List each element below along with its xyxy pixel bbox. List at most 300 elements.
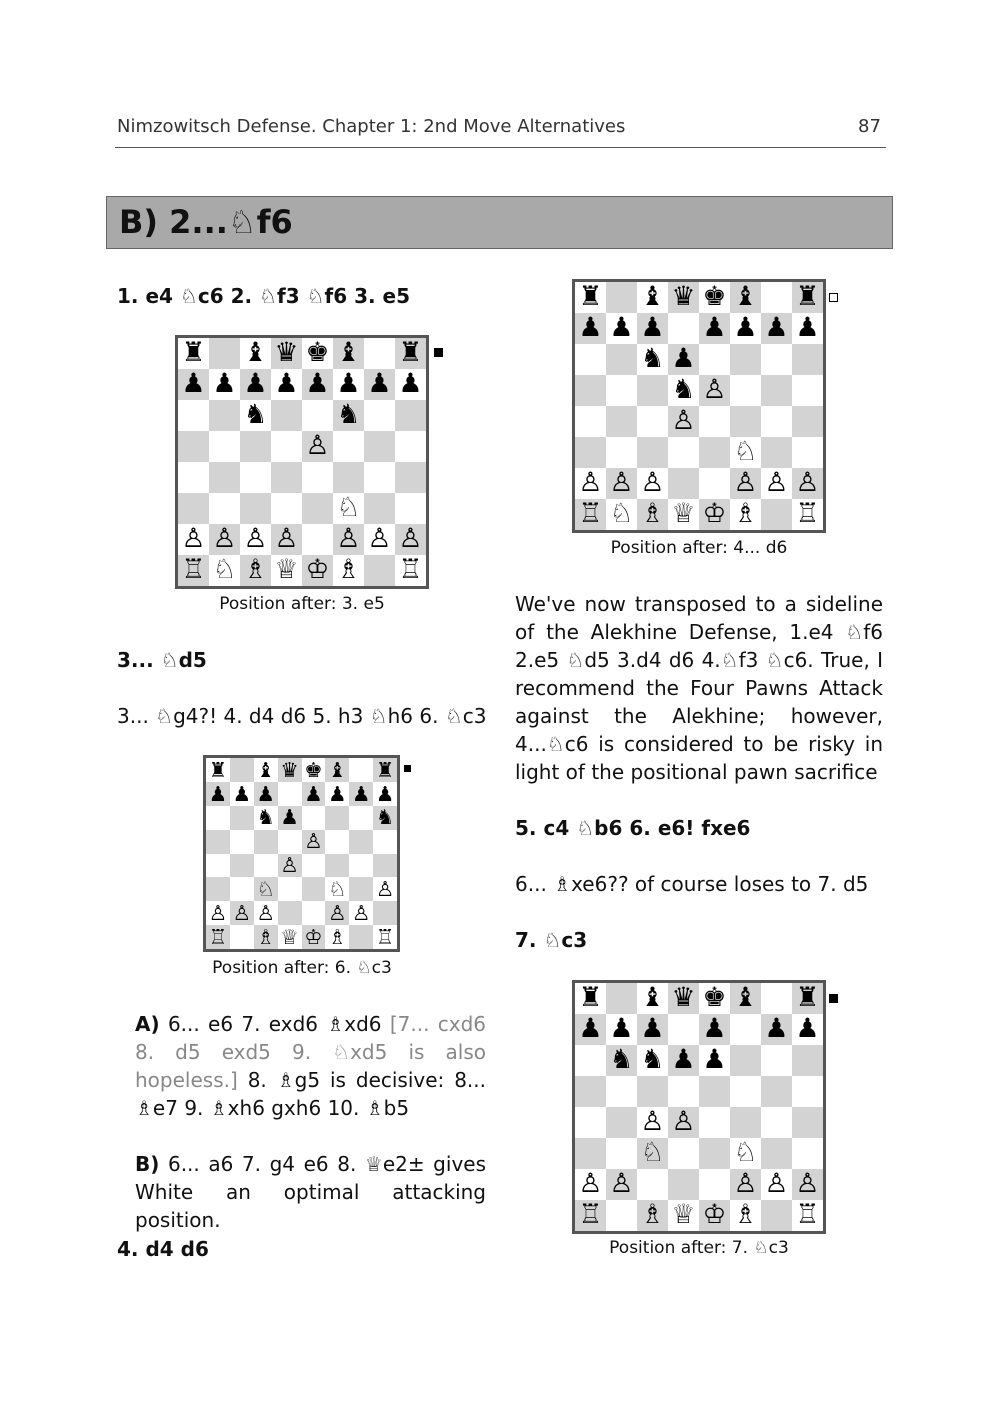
- white-pawn-icon: ♙: [699, 375, 730, 406]
- board-square: [364, 431, 395, 462]
- sideline-6-bxe6: 6... ♗xe6?? of course loses to 7. d5: [515, 872, 869, 896]
- white-queen-icon: ♕: [278, 925, 302, 949]
- white-king-icon: ♔: [699, 1200, 730, 1231]
- board-square: [575, 1076, 606, 1107]
- variation-b-text: 6... a6 7. g4 e6 8. ♕e2± gives White an optimal attacking position.: [135, 1152, 486, 1232]
- board-square: [240, 431, 271, 462]
- board-square: [575, 344, 606, 375]
- white-pawn-icon: ♙: [668, 406, 699, 437]
- board-square: [730, 1076, 761, 1107]
- board-rank: [575, 344, 823, 375]
- black-pawn-icon: ♟: [637, 1014, 668, 1045]
- board-square: [230, 877, 254, 901]
- black-pawn-icon: ♟: [254, 782, 278, 806]
- board-square: [325, 830, 349, 854]
- white-knight-icon: ♘: [730, 437, 761, 468]
- chess-diagram-2: [203, 755, 400, 952]
- black-pawn-icon: ♟: [395, 369, 426, 400]
- board-square: [575, 1107, 606, 1138]
- board-square: [761, 437, 792, 468]
- board-rank: [206, 925, 397, 949]
- board-square: [606, 983, 637, 1014]
- black-to-move-marker: [404, 765, 411, 772]
- white-pawn-icon: ♙: [606, 1169, 637, 1200]
- board-square: [699, 1169, 730, 1200]
- black-pawn-icon: ♟: [271, 369, 302, 400]
- white-rook-icon: ♖: [395, 555, 426, 586]
- board-square: [178, 493, 209, 524]
- board-square: [792, 1138, 823, 1169]
- board-square: [395, 400, 426, 431]
- board-square: [254, 830, 278, 854]
- board-square: [271, 431, 302, 462]
- white-pawn-icon: ♙: [730, 1169, 761, 1200]
- board-square: [575, 437, 606, 468]
- board-rank: [575, 282, 823, 313]
- black-pawn-icon: ♟: [302, 782, 326, 806]
- board-square: [575, 375, 606, 406]
- board-square: [230, 830, 254, 854]
- black-to-move-marker: [434, 348, 443, 357]
- board-square: [699, 1107, 730, 1138]
- black-rook-icon: ♜: [395, 338, 426, 369]
- diagram-caption-2: Position after: 6. ♘c3: [212, 958, 392, 978]
- board-square: [606, 1107, 637, 1138]
- board-square: [302, 901, 326, 925]
- board-square: [761, 282, 792, 313]
- board-square: [302, 877, 326, 901]
- diagram-caption-3: Position after: 4... d6: [610, 538, 788, 558]
- board-square: [325, 806, 349, 830]
- black-king-icon: ♚: [699, 282, 730, 313]
- white-knight-icon: ♘: [606, 499, 637, 530]
- board-square: [333, 462, 364, 493]
- chess-diagram-4: [572, 980, 826, 1234]
- black-rook-icon: ♜: [206, 758, 230, 782]
- board-square: [278, 877, 302, 901]
- white-knight-icon: ♘: [325, 877, 349, 901]
- white-pawn-icon: ♙: [761, 1169, 792, 1200]
- board-square: [668, 313, 699, 344]
- board-square: [240, 462, 271, 493]
- white-rook-icon: ♖: [373, 925, 397, 949]
- black-pawn-icon: ♟: [761, 1014, 792, 1045]
- board-square: [761, 344, 792, 375]
- black-knight-icon: ♞: [668, 375, 699, 406]
- board-square: [668, 1014, 699, 1045]
- board-square: [302, 462, 333, 493]
- white-bishop-icon: ♗: [333, 555, 364, 586]
- black-knight-icon: ♞: [373, 806, 397, 830]
- black-rook-icon: ♜: [178, 338, 209, 369]
- white-pawn-icon: ♙: [302, 830, 326, 854]
- board-square: [761, 1107, 792, 1138]
- board-square: [761, 1045, 792, 1076]
- board-rank: [575, 437, 823, 468]
- board-square: [373, 830, 397, 854]
- board-square: [364, 555, 395, 586]
- board-square: [606, 375, 637, 406]
- black-pawn-icon: ♟: [278, 806, 302, 830]
- board-square: [637, 437, 668, 468]
- board-square: [302, 524, 333, 555]
- board-square: [364, 493, 395, 524]
- black-bishop-icon: ♝: [637, 983, 668, 1014]
- board-square: [637, 406, 668, 437]
- white-pawn-icon: ♙: [333, 524, 364, 555]
- variation-a-text-1: 6... e6 7. exd6 ♗xd6: [159, 1012, 390, 1036]
- board-square: [699, 468, 730, 499]
- running-header-title: Nimzowitsch Defense. Chapter 1: 2nd Move Alternatives: [117, 116, 626, 137]
- black-pawn-icon: ♟: [178, 369, 209, 400]
- board-rank: [178, 524, 426, 555]
- white-rook-icon: ♖: [206, 925, 230, 949]
- black-pawn-icon: ♟: [699, 1045, 730, 1076]
- section-banner: [106, 196, 893, 249]
- black-pawn-icon: ♟: [761, 313, 792, 344]
- board-square: [373, 854, 397, 878]
- white-pawn-icon: ♙: [240, 524, 271, 555]
- black-knight-icon: ♞: [606, 1045, 637, 1076]
- board-square: [206, 854, 230, 878]
- board-square: [302, 493, 333, 524]
- white-pawn-icon: ♙: [792, 1169, 823, 1200]
- board-square: [699, 1076, 730, 1107]
- board-square: [302, 400, 333, 431]
- board-rank: [206, 854, 397, 878]
- board-square: [792, 437, 823, 468]
- board-square: [792, 344, 823, 375]
- black-knight-icon: ♞: [240, 400, 271, 431]
- board-square: [792, 375, 823, 406]
- black-pawn-icon: ♟: [606, 313, 637, 344]
- white-pawn-icon: ♙: [730, 468, 761, 499]
- main-move-7: 7. ♘c3: [515, 928, 588, 952]
- board-square: [209, 431, 240, 462]
- white-pawn-icon: ♙: [178, 524, 209, 555]
- black-pawn-icon: ♟: [240, 369, 271, 400]
- white-pawn-icon: ♙: [278, 854, 302, 878]
- board-square: [364, 400, 395, 431]
- board-square: [209, 338, 240, 369]
- board-square: [209, 493, 240, 524]
- black-king-icon: ♚: [699, 983, 730, 1014]
- board-square: [606, 1200, 637, 1231]
- board-square: [575, 1138, 606, 1169]
- board-square: [761, 1138, 792, 1169]
- white-rook-icon: ♖: [575, 1200, 606, 1231]
- board-square: [349, 806, 373, 830]
- board-rank: [178, 369, 426, 400]
- board-square: [209, 462, 240, 493]
- variation-a-text-2: 8. ♗g5 is decisive: 8... ♗e7 9. ♗xh6 gxh6 10. ♗b5: [135, 1068, 486, 1120]
- board-square: [395, 493, 426, 524]
- black-bishop-icon: ♝: [730, 983, 761, 1014]
- variation-a: [135, 1010, 486, 1122]
- board-rank: [206, 758, 397, 782]
- board-square: [333, 431, 364, 462]
- board-square: [206, 806, 230, 830]
- board-rank: [178, 555, 426, 586]
- black-pawn-icon: ♟: [364, 369, 395, 400]
- white-pawn-icon: ♙: [668, 1107, 699, 1138]
- board-rank: [206, 877, 397, 901]
- black-bishop-icon: ♝: [254, 758, 278, 782]
- black-rook-icon: ♜: [792, 282, 823, 313]
- board-square: [730, 406, 761, 437]
- black-knight-icon: ♞: [333, 400, 364, 431]
- white-rook-icon: ♖: [575, 499, 606, 530]
- black-pawn-icon: ♟: [792, 313, 823, 344]
- board-square: [637, 1169, 668, 1200]
- main-move-4: 4. d4 d6: [117, 1237, 209, 1261]
- white-king-icon: ♔: [302, 925, 326, 949]
- board-square: [254, 854, 278, 878]
- white-bishop-icon: ♗: [637, 1200, 668, 1231]
- board-square: [761, 983, 792, 1014]
- black-rook-icon: ♜: [792, 983, 823, 1014]
- board-square: [730, 344, 761, 375]
- black-knight-icon: ♞: [637, 1045, 668, 1076]
- board-square: [606, 344, 637, 375]
- board-square: [699, 406, 730, 437]
- board-square: [792, 1045, 823, 1076]
- black-pawn-icon: ♟: [349, 782, 373, 806]
- board-rank: [575, 468, 823, 499]
- board-square: [206, 830, 230, 854]
- white-queen-icon: ♕: [668, 499, 699, 530]
- board-square: [761, 375, 792, 406]
- white-pawn-icon: ♙: [637, 468, 668, 499]
- white-pawn-icon: ♙: [271, 524, 302, 555]
- board-rank: [206, 806, 397, 830]
- white-queen-icon: ♕: [271, 555, 302, 586]
- board-square: [761, 1076, 792, 1107]
- black-bishop-icon: ♝: [333, 338, 364, 369]
- board-square: [668, 1169, 699, 1200]
- board-square: [278, 901, 302, 925]
- board-square: [302, 806, 326, 830]
- black-rook-icon: ♜: [575, 983, 606, 1014]
- white-pawn-icon: ♙: [761, 468, 792, 499]
- board-square: [792, 1107, 823, 1138]
- board-square: [349, 830, 373, 854]
- board-square: [302, 854, 326, 878]
- board-rank: [575, 1107, 823, 1138]
- diagram-caption-1: Position after: 3. e5: [219, 594, 385, 614]
- white-pawn-icon: ♙: [230, 901, 254, 925]
- white-king-icon: ♔: [699, 499, 730, 530]
- board-square: [792, 1076, 823, 1107]
- board-square: [230, 806, 254, 830]
- white-pawn-icon: ♙: [206, 901, 230, 925]
- board-rank: [575, 375, 823, 406]
- board-square: [699, 1138, 730, 1169]
- board-square: [575, 406, 606, 437]
- board-rank: [575, 1014, 823, 1045]
- board-square: [206, 877, 230, 901]
- board-square: [325, 854, 349, 878]
- white-knight-icon: ♘: [637, 1138, 668, 1169]
- white-pawn-icon: ♙: [575, 1169, 606, 1200]
- board-rank: [178, 462, 426, 493]
- board-square: [668, 1138, 699, 1169]
- black-pawn-icon: ♟: [209, 369, 240, 400]
- black-pawn-icon: ♟: [606, 1014, 637, 1045]
- board-square: [761, 406, 792, 437]
- white-pawn-icon: ♙: [209, 524, 240, 555]
- board-square: [364, 462, 395, 493]
- white-knight-icon: ♘: [730, 1138, 761, 1169]
- white-bishop-icon: ♗: [240, 555, 271, 586]
- black-knight-icon: ♞: [254, 806, 278, 830]
- board-square: [395, 462, 426, 493]
- transposition-paragraph: We've now transposed to a sideline of the Alekhine Defense, 1.e4 ♘f6 2.e5 ♘d5 3.d4 d6 4.♘f3 ♘c6. True, I recommend the Four Pawns Attack against the Alekhine; however, 4...♘c6 is considered to be risky in light of the positional pawn sacrifice: [515, 592, 883, 784]
- black-pawn-icon: ♟: [668, 344, 699, 375]
- white-knight-icon: ♘: [333, 493, 364, 524]
- white-pawn-icon: ♙: [364, 524, 395, 555]
- board-square: [761, 1200, 792, 1231]
- board-square: [230, 925, 254, 949]
- black-rook-icon: ♜: [575, 282, 606, 313]
- white-king-icon: ♔: [302, 555, 333, 586]
- board-rank: [206, 830, 397, 854]
- white-knight-icon: ♘: [254, 877, 278, 901]
- white-pawn-icon: ♙: [792, 468, 823, 499]
- board-square: [271, 462, 302, 493]
- board-rank: [206, 901, 397, 925]
- board-square: [230, 854, 254, 878]
- black-pawn-icon: ♟: [637, 313, 668, 344]
- main-move-3: 3... ♘d5: [117, 648, 207, 672]
- black-bishop-icon: ♝: [730, 282, 761, 313]
- variation-a-comment: [7... cxd6 8. d5 exd5 9. ♘xd5 is also hopeless.]: [135, 1012, 486, 1092]
- board-rank: [575, 1200, 823, 1231]
- white-pawn-icon: ♙: [325, 901, 349, 925]
- black-bishop-icon: ♝: [637, 282, 668, 313]
- black-pawn-icon: ♟: [699, 1014, 730, 1045]
- black-pawn-icon: ♟: [730, 313, 761, 344]
- black-pawn-icon: ♟: [333, 369, 364, 400]
- board-square: [699, 437, 730, 468]
- board-square: [575, 1045, 606, 1076]
- black-pawn-icon: ♟: [699, 313, 730, 344]
- board-square: [373, 901, 397, 925]
- black-queen-icon: ♛: [668, 282, 699, 313]
- black-pawn-icon: ♟: [325, 782, 349, 806]
- board-square: [637, 1076, 668, 1107]
- page-number: 87: [858, 116, 881, 137]
- chess-diagram-1: [175, 335, 429, 589]
- white-pawn-icon: ♙: [637, 1107, 668, 1138]
- header-divider: [115, 147, 886, 148]
- board-square: [240, 493, 271, 524]
- board-square: [349, 925, 373, 949]
- board-square: [606, 282, 637, 313]
- black-pawn-icon: ♟: [792, 1014, 823, 1045]
- black-queen-icon: ♛: [271, 338, 302, 369]
- white-pawn-icon: ♙: [254, 901, 278, 925]
- board-rank: [575, 1169, 823, 1200]
- board-square: [730, 1107, 761, 1138]
- board-rank: [178, 493, 426, 524]
- black-king-icon: ♚: [302, 338, 333, 369]
- board-rank: [575, 1138, 823, 1169]
- board-square: [668, 437, 699, 468]
- white-bishop-icon: ♗: [730, 1200, 761, 1231]
- board-square: [637, 375, 668, 406]
- board-square: [606, 437, 637, 468]
- board-rank: [206, 782, 397, 806]
- white-to-move-marker: [829, 293, 838, 302]
- white-bishop-icon: ♗: [637, 499, 668, 530]
- board-square: [730, 1045, 761, 1076]
- board-square: [395, 431, 426, 462]
- board-square: [792, 406, 823, 437]
- white-pawn-icon: ♙: [606, 468, 637, 499]
- white-knight-icon: ♘: [209, 555, 240, 586]
- board-square: [364, 338, 395, 369]
- board-square: [209, 400, 240, 431]
- board-square: [278, 782, 302, 806]
- variation-b: [135, 1150, 486, 1234]
- black-knight-icon: ♞: [637, 344, 668, 375]
- board-square: [271, 400, 302, 431]
- board-rank: [575, 499, 823, 530]
- black-queen-icon: ♛: [668, 983, 699, 1014]
- white-queen-icon: ♕: [668, 1200, 699, 1231]
- board-square: [668, 1076, 699, 1107]
- board-square: [230, 758, 254, 782]
- board-square: [349, 758, 373, 782]
- white-pawn-icon: ♙: [373, 877, 397, 901]
- board-square: [730, 1014, 761, 1045]
- board-square: [178, 431, 209, 462]
- board-rank: [575, 1076, 823, 1107]
- section-title: B) 2...♘f6: [119, 203, 293, 241]
- board-square: [278, 830, 302, 854]
- main-move-5: 5. c4 ♘b6 6. e6! fxe6: [515, 816, 751, 840]
- white-rook-icon: ♖: [792, 1200, 823, 1231]
- board-square: [606, 406, 637, 437]
- white-pawn-icon: ♙: [575, 468, 606, 499]
- white-rook-icon: ♖: [178, 555, 209, 586]
- mainline-moves: 1. e4 ♘c6 2. ♘f3 ♘f6 3. e5: [117, 284, 411, 308]
- chess-diagram-3: [572, 279, 826, 533]
- black-rook-icon: ♜: [373, 758, 397, 782]
- board-rank: [575, 406, 823, 437]
- black-bishop-icon: ♝: [325, 758, 349, 782]
- board-square: [668, 468, 699, 499]
- board-square: [730, 375, 761, 406]
- variation-b-label: B): [135, 1152, 160, 1176]
- board-square: [178, 400, 209, 431]
- white-pawn-icon: ♙: [395, 524, 426, 555]
- black-pawn-icon: ♟: [230, 782, 254, 806]
- board-rank: [178, 431, 426, 462]
- diagram-caption-4: Position after: 7. ♘c3: [609, 1238, 789, 1258]
- black-pawn-icon: ♟: [575, 313, 606, 344]
- board-rank: [575, 1045, 823, 1076]
- board-rank: [178, 338, 426, 369]
- board-square: [349, 877, 373, 901]
- board-square: [699, 344, 730, 375]
- white-bishop-icon: ♗: [325, 925, 349, 949]
- board-rank: [575, 313, 823, 344]
- black-pawn-icon: ♟: [575, 1014, 606, 1045]
- board-square: [271, 493, 302, 524]
- board-square: [178, 462, 209, 493]
